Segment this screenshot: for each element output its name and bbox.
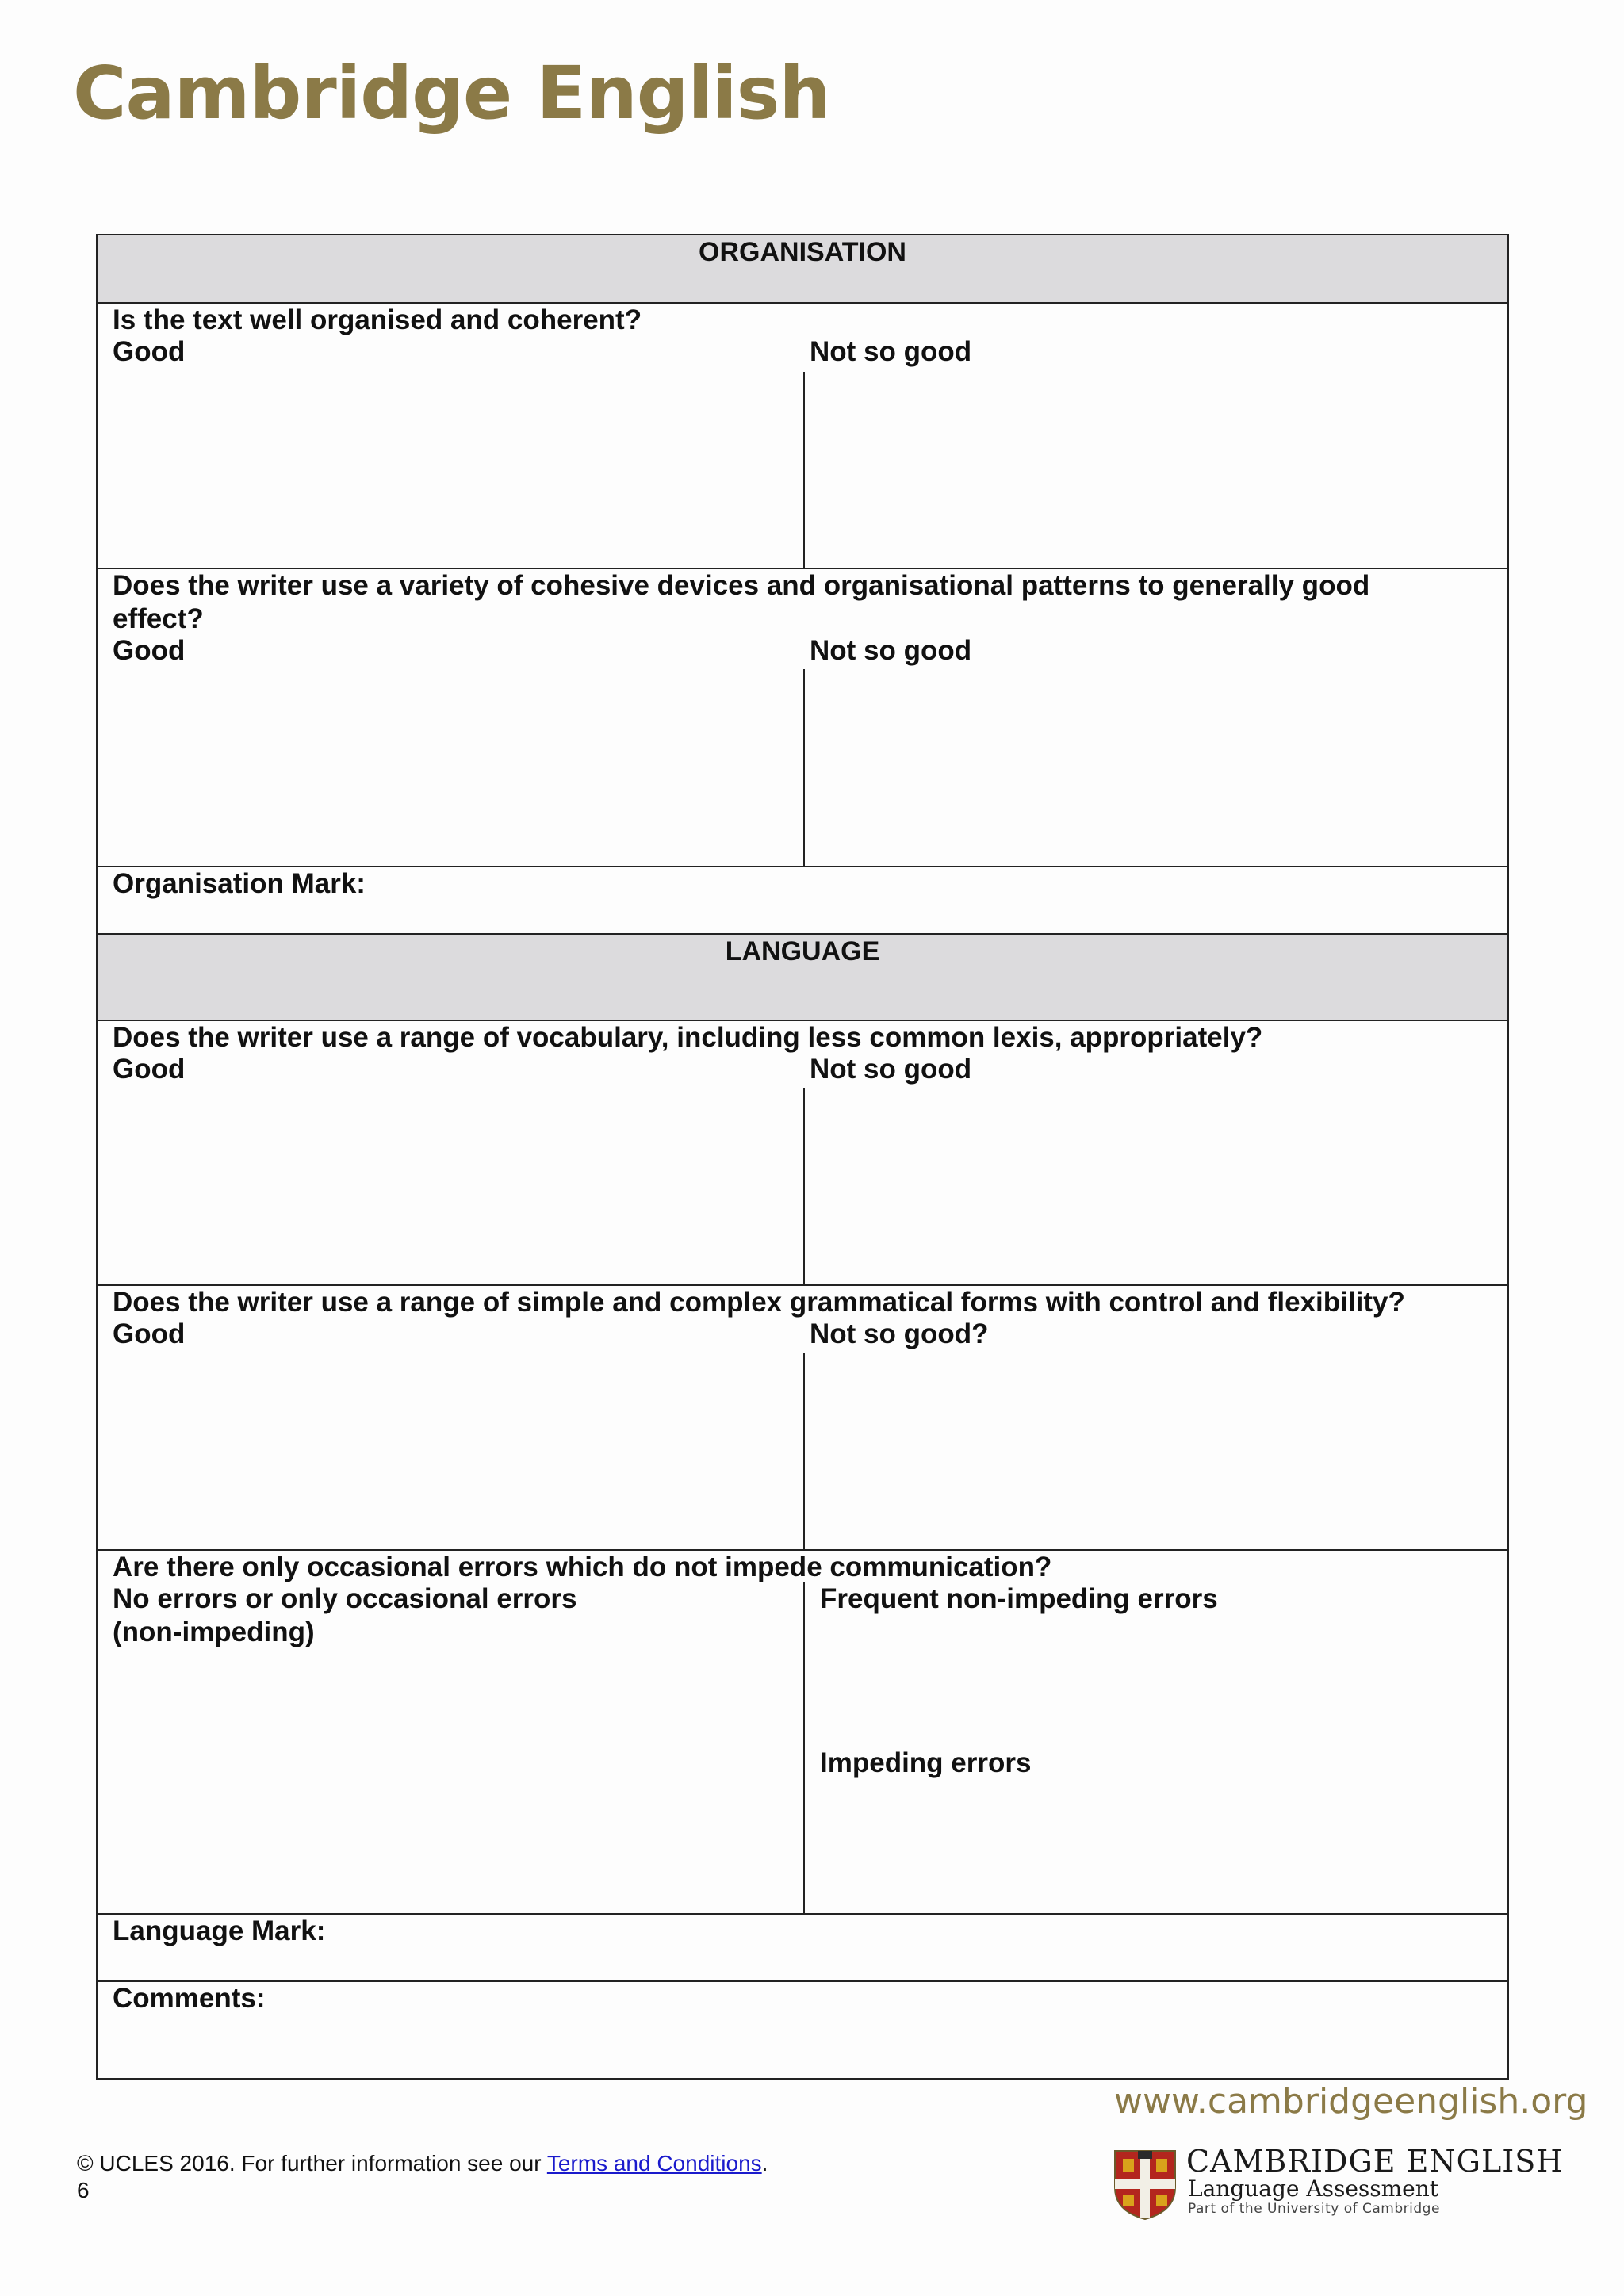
language-question-2 xyxy=(98,1284,1507,1549)
language-mark-label: Language Mark: xyxy=(113,1915,326,1946)
language-header xyxy=(98,933,1507,1020)
good-label: Good xyxy=(113,635,186,666)
language-title: LANGUAGE xyxy=(725,936,880,966)
comments-row xyxy=(98,1980,1507,2080)
column-divider xyxy=(803,1582,805,1913)
no-errors-label: No errors or only occasional errors xyxy=(113,1583,577,1614)
cambridge-english-logo: Cambridge English xyxy=(73,51,830,136)
organisation-question-1 xyxy=(98,302,1507,568)
impeding-errors-label: Impeding errors xyxy=(820,1747,1032,1778)
organisation-question-2 xyxy=(98,568,1507,866)
copyright-notice xyxy=(77,2150,768,2177)
org-name: CAMBRIDGE ENGLISH xyxy=(1186,2144,1564,2179)
copyright-suffix: . xyxy=(761,2151,768,2175)
copyright-text: © UCLES 2016. For further information see our xyxy=(77,2151,547,2175)
organisation-title: ORGANISATION xyxy=(699,237,906,267)
frequent-errors-label: Frequent non-impeding errors xyxy=(820,1583,1218,1614)
column-divider xyxy=(803,372,805,568)
not-so-good-label: Not so good xyxy=(810,1054,972,1085)
terms-and-conditions-link[interactable]: Terms and Conditions xyxy=(546,2151,762,2175)
non-impeding-label: (non-impeding) xyxy=(113,1617,315,1647)
column-divider xyxy=(803,1088,805,1284)
language-mark-row xyxy=(98,1913,1507,1980)
not-so-good-label: Not so good xyxy=(810,635,972,666)
good-label: Good xyxy=(113,336,186,367)
university-crest-icon xyxy=(1113,2149,1177,2221)
org-subtitle: Language Assessment xyxy=(1188,2175,1439,2202)
organisation-mark-row xyxy=(98,866,1507,933)
question-text: Are there only occasional errors which do not impede communication? xyxy=(113,1552,1052,1582)
column-divider xyxy=(803,1353,805,1549)
column-divider xyxy=(803,669,805,866)
page-number: 6 xyxy=(77,2178,90,2202)
organisation-header xyxy=(98,235,1507,302)
not-so-good-label: Not so good xyxy=(810,336,972,367)
good-label: Good xyxy=(113,1054,186,1085)
question-text: Does the writer use a range of simple and complex grammatical forms with control and flexibility? xyxy=(113,1287,1405,1318)
org-affiliation: Part of the University of Cambridge xyxy=(1188,2201,1440,2217)
website-url: www.cambridgeenglish.org xyxy=(1114,2081,1588,2122)
question-text: Does the writer use a variety of cohesive devices and organisational patterns to generally good effect? xyxy=(113,570,1370,634)
good-label: Good xyxy=(113,1318,186,1349)
question-text: Is the text well organised and coherent? xyxy=(113,304,642,335)
question-text: Does the writer use a range of vocabulary, including less common lexis, appropriately? xyxy=(113,1022,1263,1053)
not-so-good-label: Not so good? xyxy=(810,1318,989,1349)
language-question-3 xyxy=(98,1549,1507,1913)
language-question-1 xyxy=(98,1020,1507,1284)
comments-label: Comments: xyxy=(113,1983,266,2014)
organisation-mark-label: Organisation Mark: xyxy=(113,868,366,899)
assessment-form xyxy=(96,234,1509,2080)
